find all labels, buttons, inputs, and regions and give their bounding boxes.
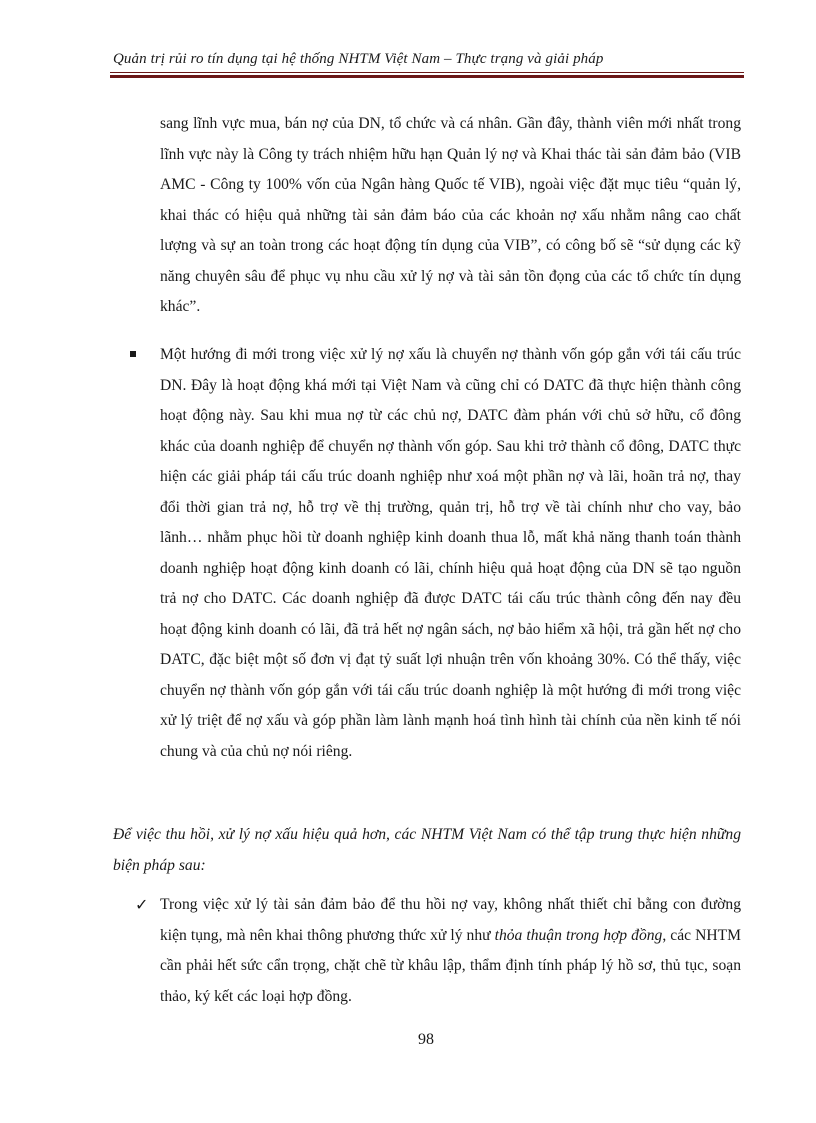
bullet-paragraph: Một hướng đi mới trong việc xử lý nợ xấu là chuyển nợ thành vốn góp gắn với tái cấu trúc DN. Đây là hoạt động khá mới tại Việt Nam và cũng chỉ có DATC đã thực hiện thành công hoạt động này. Sau khi mua nợ từ các chủ nợ, DATC đàm phán với chủ sở hữu, cổ đông khác của doanh nghiệp để chuyển nợ thành vốn góp. Sau khi trở thành cổ đông, DATC thực hiện các giải pháp tái cấu trúc doanh nghiệp như xoá một phần nợ và lãi, hoãn trả nợ, thay đổi thời gian trả nợ, hỗ trợ về thị trường, quản trị, hỗ trợ về tài chính như cho vay, bảo lãnh… nhằm phục hồi từ doanh nghiệp kinh doanh thua lỗ, mất khả năng thanh toán thành doanh nghiệp hoạt động kinh doanh có lãi, chính hiệu quả hoạt động của DN sẽ tạo nguồn trả nợ cho DATC. Các doanh nghiệp đã được DATC tái cấu trúc thành công đến nay đều hoạt động kinh doanh có lãi, đã trả hết nợ ngân sách, nợ bảo hiểm xã hội, trả gần hết nợ cho DATC, đặc biệt một số đơn vị đạt tỷ suất lợi nhuận trên vốn khoảng 30%. Có thể thấy, việc chuyển nợ thành vốn góp gắn với tái cấu trúc doanh nghiệp là một hướng đi mới trong việc xử lý triệt để nợ xấu và góp phần làm lành mạnh hoá tình hình tài chính của nền kinh tế nói chung và của chủ nợ nói riêng. (160, 346, 741, 760)
header-rule-thin (110, 72, 744, 73)
checkmark-icon: ✓ (135, 895, 149, 914)
check-text-part2: , các NHTM cần phải hết sức cẩn trọng, chặt chẽ từ khâu lập, thẩm định tính pháp lý hồ sơ, thủ tục, soạn thảo, ký kết các loại hợp đồng. (160, 926, 741, 1005)
continuation-paragraph: sang lĩnh vực mua, bán nợ của DN, tổ chức và cá nhân. Gần đây, thành viên mới nhất trong lĩnh vực này là Công ty trách nhiệm hữu hạn Quản lý nợ và Khai thác tài sản đảm bảo (VIB AMC - Công ty 100% vốn của Ngân hàng Quốc tế VIB), ngoài việc đặt mục tiêu “quản lý, khai thác có hiệu quả những tài sản đảm báo của các khoản nợ xấu nhằm nâng cao chất lượng và sự an toàn trong các hoạt động tín dụng của VIB”, có công bố sẽ “sử dụng các kỹ năng chuyên sâu để phục vụ nhu cầu xử lý nợ và tài sản tồn đọng của các tổ chức tín dụng khác”. (160, 115, 741, 315)
check-text-emphasis: thỏa thuận trong hợp đồng (494, 926, 663, 944)
header-rule-thick (110, 75, 744, 78)
square-bullet-icon (130, 351, 136, 357)
italic-intro-paragraph: Để việc thu hồi, xử lý nợ xấu hiệu quả hơn, các NHTM Việt Nam có thể tập trung thực hiện những biện pháp sau: (113, 826, 741, 874)
check-paragraph (160, 890, 741, 1012)
check-text-part1: Trong việc xử lý tài sản đảm bảo để thu hồi nợ vay, không nhất thiết chỉ bằng con đường kiện tụng, mà nên khai thông phương thức xử lý như (160, 896, 741, 944)
page-number: 98 (418, 1031, 434, 1048)
running-header: Quản trị rủi ro tín dụng tại hệ thống NHTM Việt Nam – Thực trạng và giải pháp (113, 51, 604, 67)
